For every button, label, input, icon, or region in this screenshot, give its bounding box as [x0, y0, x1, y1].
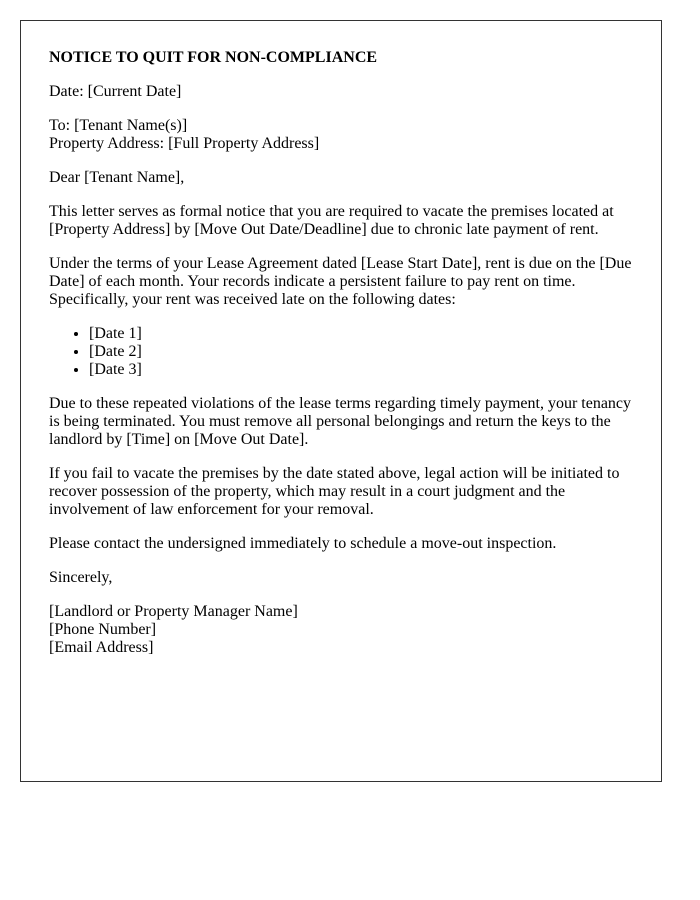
list-item: • [Date 3]	[89, 361, 633, 379]
late-dates-list	[49, 325, 633, 379]
body-paragraph: This letter serves as formal notice that you are required to vacate the premises located at [Property Address] by [Move Out Date/Deadline] due to chronic late payment of rent.	[49, 203, 614, 238]
salutation: Dear [Tenant Name],	[49, 169, 185, 186]
property-address-line: Property Address: [Full Property Address]	[49, 135, 320, 152]
signature-email: [Email Address]	[49, 639, 154, 656]
to-line: To: [Tenant Name(s)]	[49, 117, 188, 134]
date-line: Date: [Current Date]	[49, 83, 182, 100]
list-item: • [Date 2]	[89, 343, 633, 361]
body-paragraph: Under the terms of your Lease Agreement dated [Lease Start Date], rent is due on the [Due Date] of each month. Your records indicate a persistent failure to pay rent on time. Specifically, your rent was received late on the following dates:	[49, 255, 632, 308]
body-paragraph: Due to these repeated violations of the lease terms regarding timely payment, your tenancy is being terminated. You must remove all personal belongings and return the keys to the landlord by [Time] on [Move Out Date].	[49, 395, 632, 448]
notice-letter	[20, 20, 662, 782]
recipient-block	[49, 117, 633, 153]
letter-title: NOTICE TO QUIT FOR NON-COMPLIANCE	[49, 49, 378, 66]
closing: Sincerely,	[49, 569, 113, 586]
signature-phone: [Phone Number]	[49, 621, 157, 638]
signature-name: [Landlord or Property Manager Name]	[49, 603, 298, 620]
body-paragraph: Please contact the undersigned immediately to schedule a move-out inspection.	[49, 535, 557, 552]
signature-block	[49, 603, 633, 657]
body-paragraph: If you fail to vacate the premises by the date stated above, legal action will be initiated to recover possession of the property, which may result in a court judgment and the involvement of law enforcement for your removal.	[49, 465, 620, 518]
list-item: • [Date 1]	[89, 325, 633, 343]
